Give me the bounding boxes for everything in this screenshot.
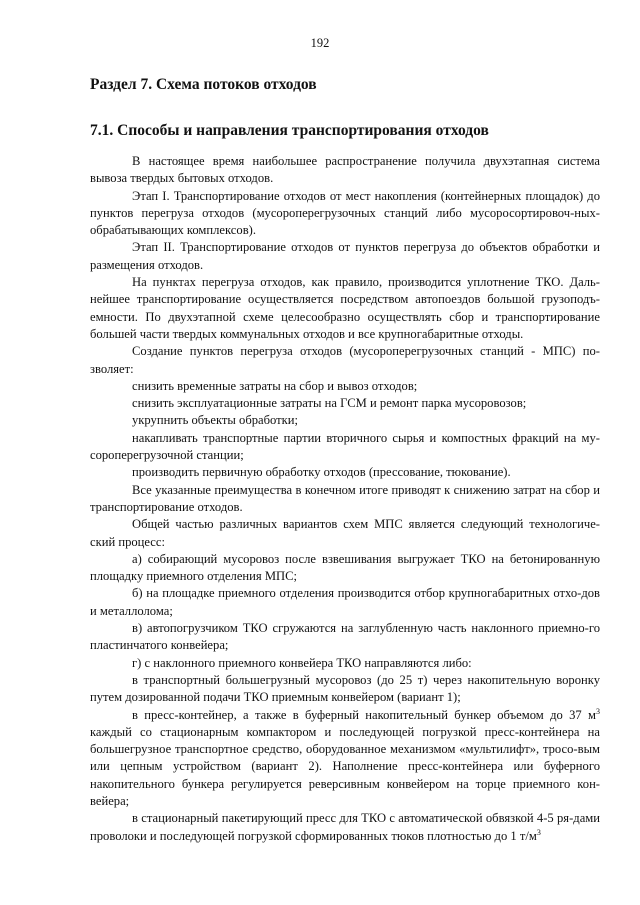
paragraph: а) собирающий мусоровоз после взвешивания выгружает ТКО на бетонированную площадку приемного отделения МПС;: [90, 551, 600, 584]
subsection-title: 7.1. Способы и направления транспортирования отходов: [90, 122, 489, 139]
paragraph: Этап I. Транспортирование отходов от мест накопления (контейнерных площадок) до пунктов перегруза отходов (мусороперегрузочных станций либо мусоросортировоч-ных-обрабатывающих комплексов).: [90, 188, 600, 238]
paragraph-press-text-b: каждый со стационарным компактором и последующей погрузкой пресс-контейнера на большегрузное транспортное средство, оборудованное механизмом «мультилифт», тросо-вым или цепным устройством (вариант 2). Наполнение пресс-контейнера или буферного накопительного бункера регулируется реверсивным конвейером на торце приемного кон-вейера;: [90, 724, 600, 808]
paragraph: г) с наклонного приемного конвейера ТКО направляются либо:: [132, 655, 472, 670]
paragraph: Создание пунктов перегруза отходов (мусороперегрузочных станций - МПС) по-зволяет:: [90, 344, 600, 376]
paragraph: в) автопогрузчиком ТКО сгружаются на заглубленную часть наклонного приемно-го пластинчатого конвейера;: [90, 621, 600, 653]
page-number: 192: [310, 36, 330, 50]
superscript: 3: [596, 706, 600, 716]
list-item: производить первичную обработку отходов (прессование, тюкование).: [132, 465, 511, 480]
paragraph-press-container: [90, 707, 600, 811]
superscript: 3: [536, 827, 541, 837]
paragraph: Все указанные преимущества в конечном итоге приводят к снижению затрат на сбор и транспортирование отходов.: [90, 482, 600, 514]
paragraph: На пунктах перегруза отходов, как правило, производится уплотнение ТКО. Даль-нейшее транспортирование осуществляется посредством автопоездов большой грузоподъ-емности. По двухэтапной схеме целесообразно осуществлять сбор и транспортирование большей части твердых коммунальных отходов и все крупногабаритные отходы.: [90, 275, 600, 341]
list-item: снизить временные затраты на сбор и вывоз отходов;: [132, 378, 418, 393]
body-text: [90, 153, 600, 845]
paragraph: в транспортный большегрузный мусоровоз (до 25 т) через накопительную воронку путем дозированной подачи ТКО приемным конвейером (вариант 1);: [90, 672, 600, 705]
paragraph-baling-press: [90, 810, 600, 845]
paragraph-press-text-a: в пресс-контейнер, а также в буферный накопительный бункер объемом до 37 м: [132, 707, 596, 722]
paragraph: б) на площадке приемного отделения производится отбор крупногабаритных отхо-дов и металлолома;: [90, 586, 600, 618]
paragraph: В настоящее время наибольшее распространение получила двухэтапная система вывоза твердых бытовых отходов.: [90, 154, 600, 186]
list-item: снизить эксплуатационные затраты на ГСМ и ремонт парка мусоровозов;: [132, 396, 527, 411]
list-item: укрупнить объекты обработки;: [132, 413, 299, 428]
paragraph: Общей частью различных вариантов схем МПС является следующий технологиче-ский процесс:: [90, 517, 600, 549]
list-item: накапливать транспортные партии вторичного сырья и компостных фракций на му-сороперегрузочной станции;: [90, 430, 600, 463]
section-title: Раздел 7. Схема потоков отходов: [90, 76, 317, 93]
paragraph: Этап II. Транспортирование отходов от пунктов перегруза до объектов обработки и размещения отходов.: [90, 240, 600, 272]
paragraph-baling-text: в стационарный пакетирующий пресс для ТКО с автоматической обвязкой 4-5 ря-дами проволоки и последующей погрузкой сформированных тюков плотностью до 1 т/м: [90, 811, 600, 843]
